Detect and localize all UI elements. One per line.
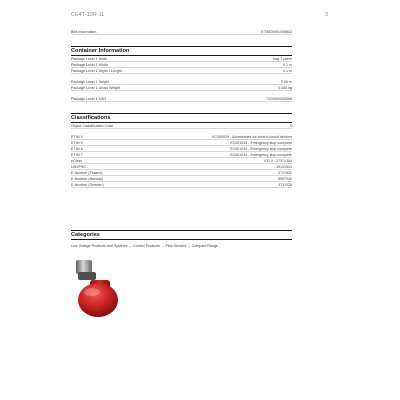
- row-value: bag 1 piece: [273, 57, 292, 61]
- container-title: Container Information: [71, 48, 292, 56]
- table-row: [71, 153, 292, 158]
- table-row: [71, 80, 292, 85]
- row-label: ETIM 5: [71, 141, 83, 145]
- row-label: Package Level 1 Gross Weight: [71, 86, 121, 90]
- row-value: 0.1 m: [283, 63, 292, 67]
- row-label: Object Classification Code: [71, 124, 114, 128]
- row-label: ETIM 4: [71, 135, 83, 139]
- row-label: ETIM 7: [71, 153, 83, 157]
- row-label: Package Level 1 Height: [71, 80, 109, 84]
- row-value: EC001034 - Emergency stop complete: [230, 141, 292, 145]
- page-number: 3: [325, 12, 329, 18]
- row-value: EC001034 - Emergency stop complete: [230, 153, 292, 157]
- product-code: CE4T-10R-11: [71, 12, 105, 18]
- classifications-title: Classifications: [71, 115, 292, 123]
- row-label: E-Number (Sweden): [71, 183, 104, 187]
- table-row: [71, 147, 292, 152]
- row-value: 0.06 m: [281, 80, 292, 84]
- table-row: [71, 57, 292, 62]
- row-value: 0.055 kg: [278, 86, 292, 90]
- row-label: UNSPSC: [71, 165, 86, 169]
- row-value: 3711020: [278, 183, 292, 187]
- section-rule: [71, 46, 292, 47]
- emergency-stop-button-photo-icon: [68, 256, 124, 320]
- row-value: 39121541: [276, 165, 292, 169]
- row-value: ETIM29091405802: [261, 30, 292, 34]
- row-value: 6957040: [278, 177, 292, 181]
- row-label: Package Level 1 Width: [71, 63, 108, 67]
- row-value: 7320500300069: [266, 97, 292, 101]
- section-rule: [71, 230, 292, 231]
- row-label: E-Number (Finland): [71, 171, 103, 175]
- row-value: 0.1 m: [283, 69, 292, 73]
- table-row: [71, 97, 292, 102]
- table-row: [71, 183, 292, 188]
- section-rule: [71, 113, 292, 114]
- category-breadcrumb: Low Voltage Products and Systems → Control Products → Pilot Devices → Compact Range: [71, 244, 218, 248]
- table-row: [71, 69, 292, 74]
- table-row: [71, 141, 292, 146]
- table-row: [71, 135, 292, 140]
- row-value: 3707842: [278, 171, 292, 175]
- table-row: [71, 63, 292, 68]
- row-label: E-Number (Norway): [71, 177, 103, 181]
- table-row: [71, 124, 292, 129]
- row-value: S: [289, 124, 292, 128]
- row-value: V11.0 : 27371304: [263, 159, 292, 163]
- row-label: ETIM 6: [71, 147, 83, 151]
- row-value: EC000029 - Accessories for control circuit devices: [212, 135, 292, 139]
- table-row: [71, 165, 292, 170]
- row-label: Package Level 1 Depth / Length: [71, 69, 123, 73]
- categories-title: Categories: [71, 232, 292, 240]
- row-label: Package Level 1 EAN: [71, 97, 106, 101]
- table-row: [71, 171, 292, 176]
- bim-row: [71, 30, 292, 35]
- row-value: EC001034 - Emergency stop complete: [230, 147, 292, 151]
- table-row: [71, 86, 292, 91]
- row-label: eClass: [71, 159, 82, 163]
- row-label: Package Level 1 Units: [71, 57, 107, 61]
- table-row: [71, 159, 292, 164]
- row-label: BIM Information: [71, 30, 97, 34]
- table-row: [71, 177, 292, 182]
